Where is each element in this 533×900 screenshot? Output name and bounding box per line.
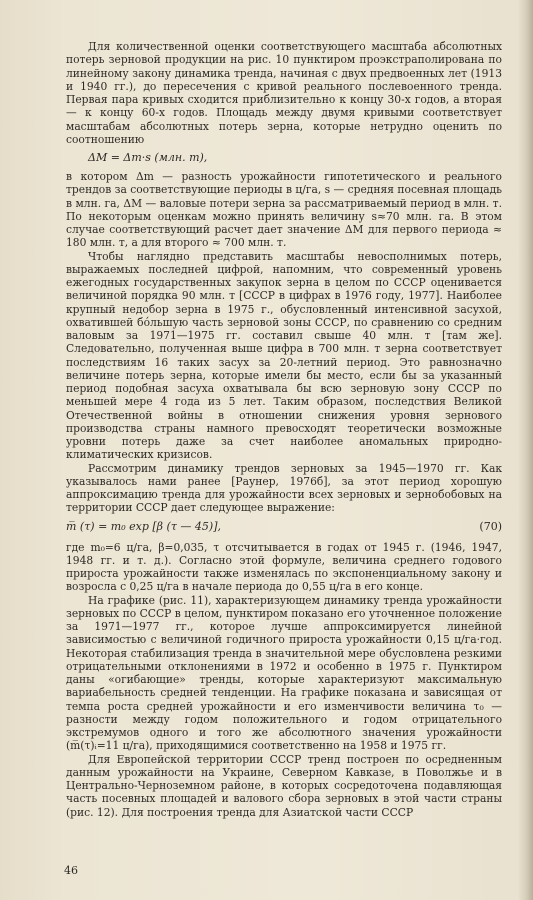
formula-delta-m: ΔM = Δm·s (млн. т), <box>88 151 208 164</box>
page-number: 46 <box>64 864 78 877</box>
body-text <box>66 40 502 819</box>
equation-number: (70) <box>479 519 502 533</box>
equation-70 <box>66 519 502 535</box>
paragraph-4: Рассмотрим динамику трендов зерновых за 1945—1970 гг. Как указывалось нами ранее [Раунер, 1976б], за этот период хорошую аппроксимацию тренда для урожайности всех зерновых и зернобобовых на территории СССР дает следующее выражение: <box>66 461 502 515</box>
page-spine-shadow <box>517 0 533 900</box>
equation-body: m̅ (τ) = m₀ exp [β (τ — 45)], <box>66 519 221 533</box>
paragraph-6: На графике (рис. 11), характеризующем динамику тренда урожайности зерновых по СССР в целом, пунктиром показано его уточненное положение за 1971—1977 гг., которое лучше аппроксимируется линейной зависимостью с величиной годичного прироста урожайности 0,15 ц/га·год. Некоторая стабилизация тренда в значительной мере обусловлена резкими отрицательными отклонениями в 1972 и особенно в 1975 г. Пунктиром даны «огибающие» тренды, которые характеризуют максимальную вариабельность средней тенденции. На графике показана и зависящая от темпа роста средней урожайности и его изменчивости величина τ₀ — разности между годом положительного и годом отрицательного экстремумов одного и того же абсолютного значения урожайности (m̅(τ)ᵢ=11 ц/га), приходящимися соответственно на 1958 и 1975 гг. <box>66 593 502 753</box>
paragraph-3: Чтобы наглядно представить масштабы невосполнимых потерь, выражаемых последней цифрой, напомним, что современный уровень ежегодных государственных закупок зерна в целом по СССР оценивается величиной порядка 90 млн. т [СССР в цифрах в 1976 году, 1977]. Наиболее крупный недобор зерна в 1975 г., обусловленный интенсивной засухой, охватившей бóльшую часть зерновой зоны СССР, по сравнению со средним валовым за 1971—1975 гг. составил свыше 40 млн. т [там же]. Следовательно, полученная выше цифра в 700 млн. т зерна соответствует последствиям 16 таких засух за 20-летний период. Это равнозначно величине потерь зерна, которые имели бы место, если бы за указанный период подобная засуха охватывала бы всю зерновую зону СССР по меньшей мере 4 года из 5 лет. Таким образом, последствия Великой Отечественной войны в отношении снижения уровня зернового производства страны намного превосходят теоретически возможные уровни потерь даже за счет наиболее аномальных природно-климатических кризисов. <box>66 249 502 462</box>
paragraph-5: где m₀=6 ц/га, β=0,035, τ отсчитывается в годах от 1945 г. (1946, 1947, 1948 гг. и т. д.). Согласно этой формуле, величина среднего годового прироста урожайности также изменялась по экспоненциальному закону и возросла с 0,25 ц/га в начале периода до 0,55 ц/га в его конце. <box>66 540 502 594</box>
paragraph-2: в котором Δm — разность урожайности гипотетического и реального трендов за соответствующие периоды в ц/га, s — средняя посевная площадь в млн. га, ΔM — валовые потери зерна за рассматриваемый период в млн. т. По некоторым оценкам можно принять величину s≈70 млн. га. В этом случае соответствующий расчет дает значение ΔM для первого периода ≈ 180 млн. т, а для второго ≈ 700 млн. т. <box>66 170 502 250</box>
paragraph-7: Для Европейской территории СССР тренд построен по осредненным данным урожайности на Украине, Северном Кавказе, в Поволжье и в Центрально-Черноземном районе, в которых сосредоточена подавляющая часть посевных площадей и валового сбора зерновых в этой части страны (рис. 12). Для построения тренда для Азиатской части СССР <box>66 752 502 819</box>
paragraph-1: Для количественной оценки соответствующего масштаба абсолютных потерь зерновой продукции на рис. 10 пунктиром проэкстраполирована по линейному закону динамика тренда, начиная с двух предвоенных лет (1913 и 1940 гг.), до пересечения с кривой реального послевоенного тренда. Первая пара кривых сходится приблизительно к концу 30-х годов, а вторая — к концу 60-х годов. Площадь между двумя кривыми соответствует масштабам абсолютных потерь зерна, которые нетрудно оценить по соотношению <box>66 40 502 146</box>
